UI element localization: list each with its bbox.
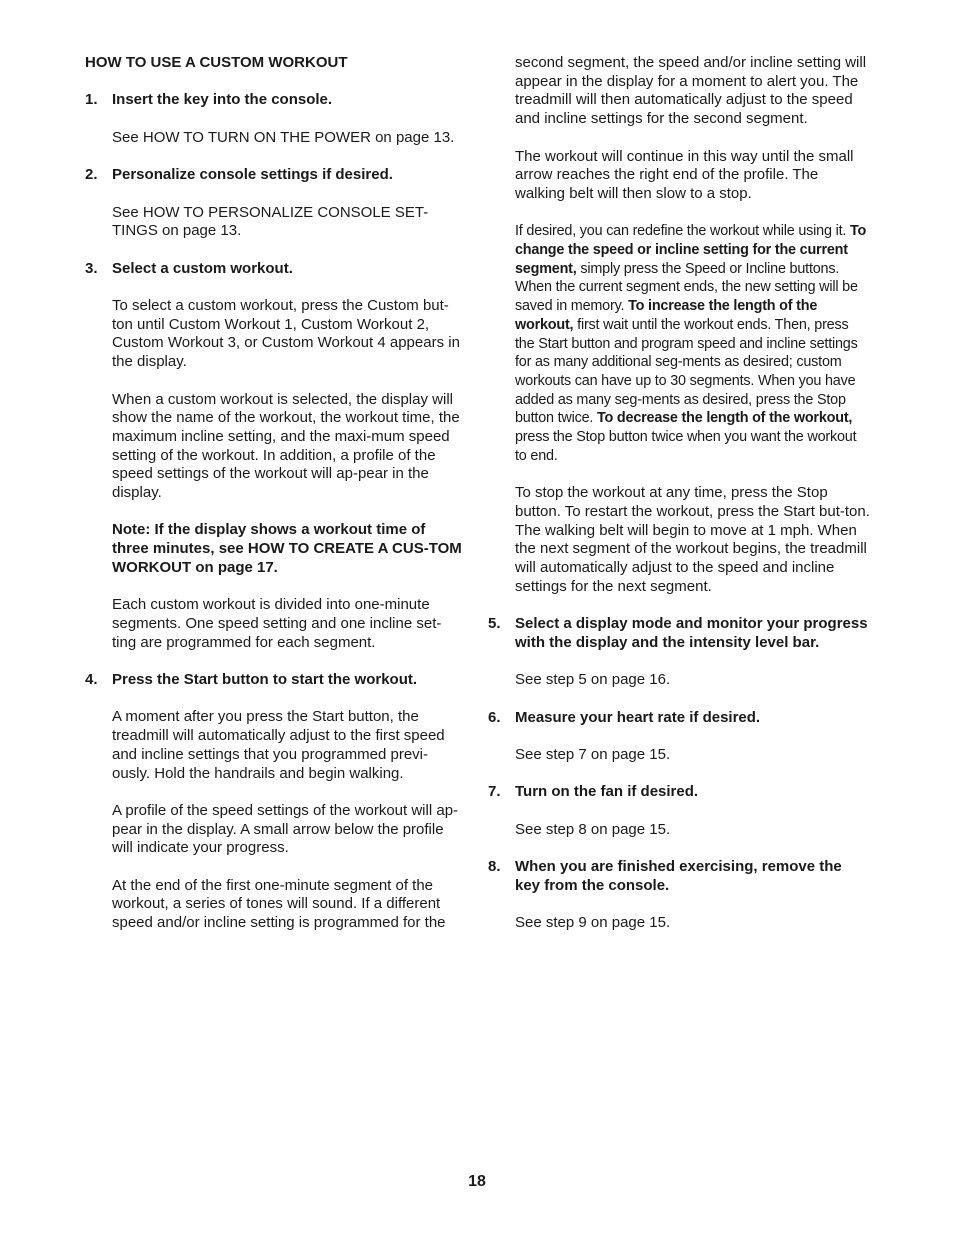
redefine-intro: If desired, you can redefine the workout while using it. (515, 223, 847, 240)
step-number: 5. (488, 615, 501, 633)
page-number: 18 (468, 1173, 486, 1190)
step-number: 7. (488, 783, 501, 801)
step-4-text-3: At the end of the first one-minute segment of the workout, a series of tones will sound. If a different speed and/or incline setting is programmed for the (112, 876, 446, 932)
step-4-text-1: A moment after you press the Start button, the treadmill will automatically adjust to the first speed and incline settings that you programmed previ-ously. Hold the handrails and begin walking. (112, 708, 445, 782)
step-2-text: See HOW TO PERSONALIZE CONSOLE SET-TINGS on page 13. (112, 203, 429, 240)
step-1-text: See HOW TO TURN ON THE POWER on page 13. (112, 128, 455, 146)
step-title: Insert the key into the console. (112, 91, 333, 109)
step-number: 3. (85, 259, 98, 277)
step-2 (85, 166, 465, 185)
right-column (488, 54, 870, 952)
step-3-text-1: To select a custom workout, press the Custom but-ton until Custom Workout 1, Custom Workout 2, Custom Workout 3, or Custom Workout 4 appears in the display. (112, 297, 460, 371)
step-6-text: See step 7 on page 15. (515, 745, 671, 763)
redefine-workout-text (515, 222, 870, 465)
redefine-decrease-text: press the Stop button twice when you want the workout to end. (515, 429, 857, 464)
step-title: Turn on the fan if desired. (515, 783, 699, 801)
continued-text-1: second segment, the speed and/or incline setting will appear in the display for a moment to alert you. The treadmill will then automatically adjust to the speed and incline settings for the second segment. (515, 54, 867, 128)
left-column (85, 54, 465, 952)
step-title: When you are finished exercising, remove the key from the console. (515, 858, 842, 894)
stop-workout-text: To stop the workout at any time, press the Stop button. To restart the workout, press the Start but-ton. The walking belt will begin to move at 1 mph. When the next segment of the workout begins, the treadmill will automatically adjust to the speed and incline settings for the next segment. (515, 484, 870, 595)
step-5-text: See step 5 on page 16. (515, 671, 671, 689)
redefine-increase-text: first wait until the workout ends. Then, press the Start button and program speed and incline settings for as many additional seg-ments as desired; custom workouts can have up to 30 segments. When you have added as many seg-ments as desired, press the Stop button twice. (515, 316, 858, 427)
step-6 (488, 709, 870, 728)
step-3-text-3: Each custom workout is divided into one-minute segments. One speed setting and one incline set-ting are programmed for each segment. (112, 596, 442, 651)
step-number: 2. (85, 166, 98, 184)
step-3-text-2: When a custom workout is selected, the display will show the name of the workout, the workout time, the maximum incline setting, and the maxi-mum speed setting of the workout. In addition, a profile of the speed settings of the workout will ap-pear in the display. (112, 390, 460, 502)
step-title: Press the Start button to start the workout. (112, 671, 418, 689)
redefine-speed-text: simply press the Speed or Incline buttons. When the current segment ends, the new setting will be saved in memory. (515, 260, 858, 315)
step-8 (488, 858, 870, 895)
step-5 (488, 615, 870, 652)
section-heading: HOW TO USE A CUSTOM WORKOUT (85, 54, 348, 71)
continued-text-2: The workout will continue in this way until the small arrow reaches the right end of the profile. The walking belt will then slow to a stop. (515, 147, 854, 202)
step-7-text: See step 8 on page 15. (515, 820, 671, 838)
step-1 (85, 91, 465, 110)
step-8-text: See step 9 on page 15. (515, 914, 671, 932)
step-number: 4. (85, 671, 98, 689)
step-number: 8. (488, 858, 501, 876)
step-7 (488, 783, 870, 802)
step-title: Personalize console settings if desired. (112, 166, 393, 184)
step-number: 6. (488, 708, 501, 726)
redefine-speed-bold: To change the speed or incline setting for the current segment, (515, 223, 867, 277)
step-number: 1. (85, 91, 98, 109)
step-4 (85, 671, 465, 690)
step-4-text-2: A profile of the speed settings of the workout will ap-pear in the display. A small arrow below the profile will indicate your progress. (112, 801, 459, 857)
step-title: Select a custom workout. (112, 259, 293, 277)
step-title: Measure your heart rate if desired. (515, 708, 761, 726)
step-title: Select a display mode and monitor your progress with the display and the intensity level bar. (515, 615, 868, 651)
redefine-decrease-bold: To decrease the length of the workout, (597, 410, 853, 427)
step-3 (85, 260, 465, 279)
redefine-increase-bold: To increase the length of the workout, (515, 298, 818, 333)
step-3-note: Note: If the display shows a workout time of three minutes, see HOW TO CREATE A CUS-TOM WORKOUT on page 17. (112, 521, 462, 576)
